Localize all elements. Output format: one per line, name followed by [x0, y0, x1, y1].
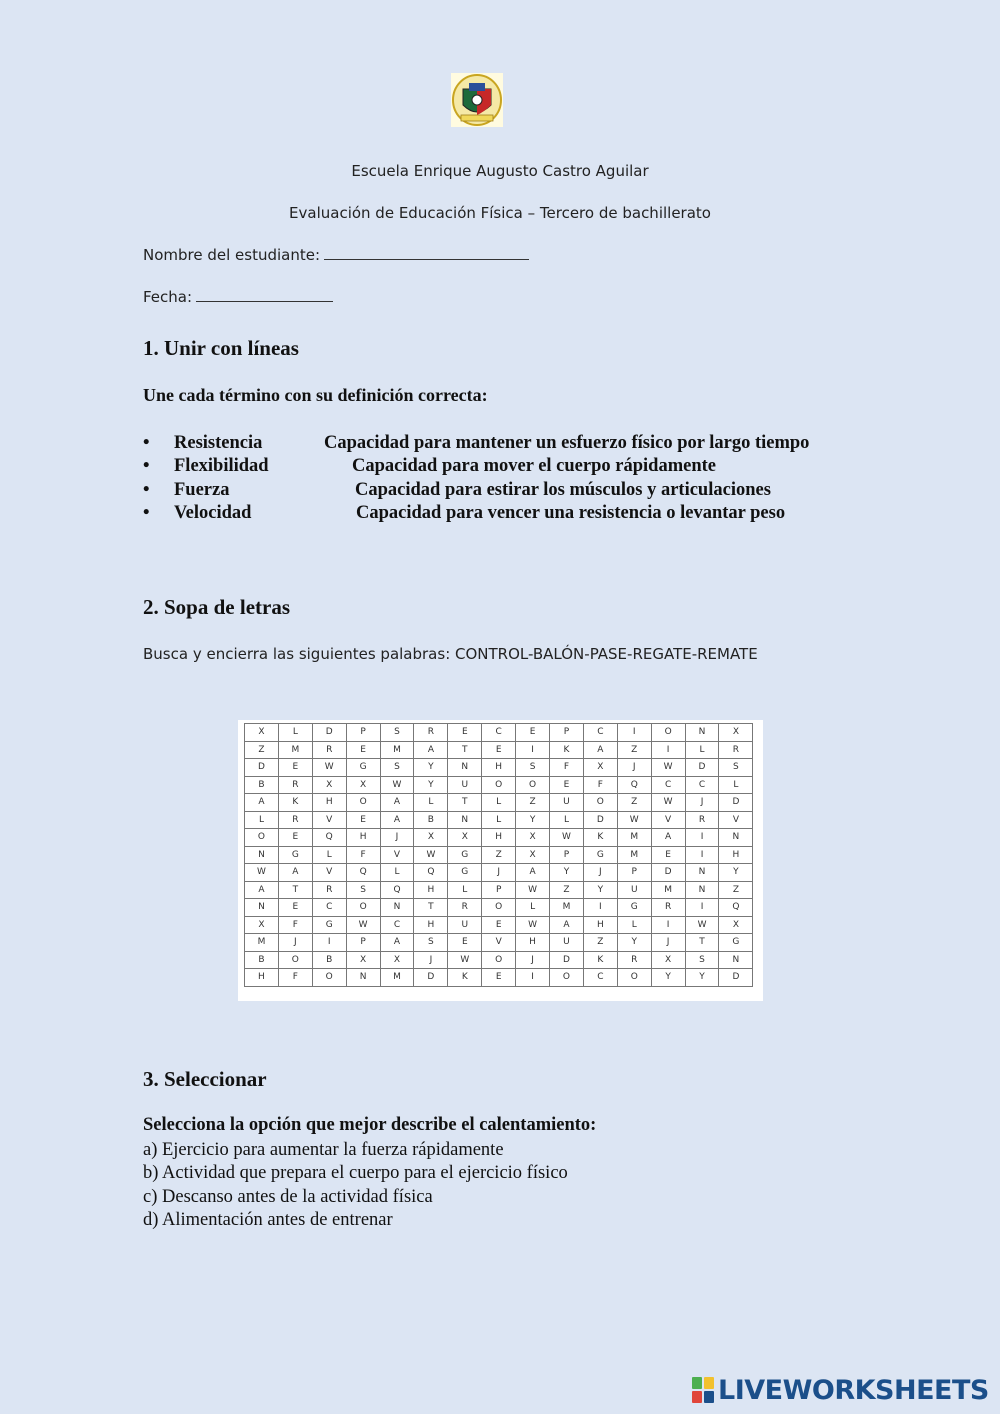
matching-list	[143, 432, 903, 525]
grid-cell[interactable]: D	[414, 969, 448, 987]
grid-cell[interactable]: L	[245, 811, 279, 829]
grid-cell[interactable]: I	[651, 916, 685, 934]
grid-cell[interactable]: G	[583, 846, 617, 864]
grid-cell[interactable]: H	[245, 969, 279, 987]
grid-cell[interactable]: U	[550, 934, 584, 952]
term-resistencia[interactable]: Resistencia	[174, 433, 263, 453]
grid-cell[interactable]: R	[414, 724, 448, 742]
grid-cell[interactable]: L	[482, 794, 516, 812]
grid-cell[interactable]: Z	[617, 741, 651, 759]
grid-cell[interactable]: O	[278, 951, 312, 969]
option-d[interactable]: d) Alimentación antes de entrenar	[143, 1209, 393, 1230]
grid-cell[interactable]: C	[312, 899, 346, 917]
grid-cell[interactable]: Z	[583, 934, 617, 952]
grid-cell[interactable]: V	[651, 811, 685, 829]
grid-cell[interactable]: W	[685, 916, 719, 934]
grid-cell[interactable]: Y	[550, 864, 584, 882]
grid-cell[interactable]: X	[245, 724, 279, 742]
grid-cell[interactable]: N	[448, 811, 482, 829]
grid-cell[interactable]: S	[685, 951, 719, 969]
grid-cell[interactable]: D	[719, 969, 753, 987]
grid-cell[interactable]: U	[448, 776, 482, 794]
grid-cell[interactable]: S	[346, 881, 380, 899]
grid-row	[245, 864, 753, 882]
grid-cell[interactable]: Z	[245, 741, 279, 759]
grid-cell[interactable]: C	[583, 969, 617, 987]
match-row	[143, 432, 903, 455]
grid-cell[interactable]: H	[583, 916, 617, 934]
grid-cell[interactable]: J	[414, 951, 448, 969]
grid-cell[interactable]: X	[380, 951, 414, 969]
definition-1[interactable]: Capacidad para mantener un esfuerzo físico por largo tiempo	[324, 433, 810, 453]
grid-row	[245, 811, 753, 829]
grid-cell[interactable]: D	[312, 724, 346, 742]
grid-cell[interactable]: N	[245, 899, 279, 917]
grid-cell[interactable]: K	[583, 951, 617, 969]
grid-cell[interactable]: X	[346, 951, 380, 969]
grid-cell[interactable]: W	[550, 829, 584, 847]
grid-cell[interactable]: O	[516, 776, 550, 794]
grid-cell[interactable]: R	[312, 741, 346, 759]
grid-cell[interactable]: J	[516, 951, 550, 969]
grid-row	[245, 846, 753, 864]
grid-cell[interactable]: M	[617, 846, 651, 864]
grid-cell[interactable]: G	[312, 916, 346, 934]
grid-cell[interactable]: S	[414, 934, 448, 952]
term-fuerza[interactable]: Fuerza	[174, 479, 230, 500]
grid-cell[interactable]: L	[312, 846, 346, 864]
grid-cell[interactable]: X	[312, 776, 346, 794]
grid-cell[interactable]: A	[278, 864, 312, 882]
grid-cell[interactable]: A	[651, 829, 685, 847]
grid-cell[interactable]: L	[617, 916, 651, 934]
grid-cell[interactable]: E	[482, 916, 516, 934]
grid-cell[interactable]: N	[448, 759, 482, 777]
grid-cell[interactable]: I	[685, 899, 719, 917]
student-name-field[interactable]	[143, 245, 529, 264]
definition-3[interactable]: Capacidad para estirar los músculos y articulaciones	[355, 479, 771, 500]
grid-cell[interactable]: U	[550, 794, 584, 812]
grid-cell[interactable]: N	[685, 724, 719, 742]
school-name: Escuela Enrique Augusto Castro Aguilar	[351, 162, 649, 180]
grid-cell[interactable]: U	[448, 916, 482, 934]
grid-cell[interactable]: M	[380, 741, 414, 759]
bullet: •	[143, 502, 150, 523]
grid-cell[interactable]: X	[719, 724, 753, 742]
match-row	[143, 502, 903, 525]
grid-cell[interactable]: B	[245, 951, 279, 969]
grid-cell[interactable]: K	[550, 741, 584, 759]
grid-row	[245, 916, 753, 934]
grid-cell[interactable]: O	[550, 969, 584, 987]
grid-cell[interactable]: V	[312, 864, 346, 882]
brand-name: LIVEWORKSHEETS	[718, 1374, 989, 1406]
grid-cell[interactable]: H	[516, 934, 550, 952]
grid-cell[interactable]: W	[245, 864, 279, 882]
grid-cell[interactable]: O	[482, 951, 516, 969]
grid-cell[interactable]: L	[448, 881, 482, 899]
grid-cell[interactable]: Y	[583, 881, 617, 899]
grid-cell[interactable]: V	[312, 811, 346, 829]
grid-row	[245, 969, 753, 987]
grid-cell[interactable]: T	[448, 794, 482, 812]
grid-cell[interactable]: V	[482, 934, 516, 952]
grid-cell[interactable]: C	[482, 724, 516, 742]
grid-cell[interactable]: N	[685, 881, 719, 899]
grid-cell[interactable]: P	[550, 846, 584, 864]
grid-cell[interactable]: O	[482, 899, 516, 917]
definition-4[interactable]: Capacidad para vencer una resistencia o levantar peso	[356, 502, 786, 523]
grid-row	[245, 881, 753, 899]
grid-cell[interactable]: A	[245, 881, 279, 899]
grid-cell[interactable]: Z	[617, 794, 651, 812]
liveworksheets-brand	[692, 1374, 989, 1406]
grid-cell[interactable]: X	[583, 759, 617, 777]
grid-cell[interactable]: N	[346, 969, 380, 987]
liveworksheets-logo-icon	[692, 1377, 714, 1403]
date-label: Fecha:	[143, 288, 193, 306]
grid-cell[interactable]: W	[448, 951, 482, 969]
grid-cell[interactable]: Y	[651, 969, 685, 987]
grid-cell[interactable]: E	[346, 741, 380, 759]
grid-cell[interactable]: W	[380, 776, 414, 794]
grid-cell[interactable]: Q	[380, 881, 414, 899]
grid-cell[interactable]: D	[245, 759, 279, 777]
options-list	[143, 1139, 568, 1232]
grid-row	[245, 899, 753, 917]
grid-cell[interactable]: G	[448, 864, 482, 882]
grid-cell[interactable]: I	[685, 846, 719, 864]
grid-cell[interactable]: M	[651, 881, 685, 899]
grid-cell[interactable]: E	[346, 811, 380, 829]
grid-cell[interactable]: N	[719, 829, 753, 847]
grid-cell[interactable]: G	[278, 846, 312, 864]
grid-cell[interactable]: T	[278, 881, 312, 899]
grid-cell[interactable]: V	[380, 846, 414, 864]
grid-cell[interactable]: H	[719, 846, 753, 864]
grid-cell[interactable]: C	[685, 776, 719, 794]
grid-cell[interactable]: H	[482, 759, 516, 777]
grid-cell[interactable]: W	[617, 811, 651, 829]
grid-cell[interactable]: O	[245, 829, 279, 847]
student-name-blank[interactable]	[324, 245, 529, 260]
grid-cell[interactable]: W	[312, 759, 346, 777]
grid-cell[interactable]: J	[685, 794, 719, 812]
grid-cell[interactable]: F	[278, 969, 312, 987]
grid-cell[interactable]: A	[380, 934, 414, 952]
grid-cell[interactable]: Q	[617, 776, 651, 794]
grid-cell[interactable]: E	[448, 724, 482, 742]
grid-cell[interactable]: F	[346, 846, 380, 864]
grid-cell[interactable]: N	[685, 864, 719, 882]
grid-cell[interactable]: U	[617, 881, 651, 899]
grid-cell[interactable]: B	[312, 951, 346, 969]
grid-cell[interactable]: W	[516, 881, 550, 899]
grid-cell[interactable]: X	[346, 776, 380, 794]
grid-cell[interactable]: L	[719, 776, 753, 794]
section3-title: 3. Seleccionar	[143, 1067, 267, 1091]
grid-row	[245, 951, 753, 969]
grid-cell[interactable]: I	[516, 741, 550, 759]
grid-cell[interactable]: E	[278, 899, 312, 917]
section3-question: Selecciona la opción que mejor describe el calentamiento:	[143, 1115, 597, 1135]
grid-cell[interactable]: W	[651, 794, 685, 812]
grid-cell[interactable]: Y	[414, 759, 448, 777]
grid-cell[interactable]: O	[312, 969, 346, 987]
grid-cell[interactable]: G	[719, 934, 753, 952]
grid-cell[interactable]: I	[685, 829, 719, 847]
grid-cell[interactable]: T	[448, 741, 482, 759]
grid-cell[interactable]: O	[482, 776, 516, 794]
grid-cell[interactable]: D	[550, 951, 584, 969]
grid-cell[interactable]: E	[482, 969, 516, 987]
bullet: •	[143, 456, 150, 477]
grid-cell[interactable]: I	[312, 934, 346, 952]
grid-cell[interactable]: M	[617, 829, 651, 847]
grid-row	[245, 741, 753, 759]
grid-cell[interactable]: G	[448, 846, 482, 864]
grid-row	[245, 934, 753, 952]
grid-cell[interactable]: G	[617, 899, 651, 917]
grid-cell[interactable]: L	[278, 724, 312, 742]
grid-cell[interactable]: A	[516, 864, 550, 882]
grid-cell[interactable]: Y	[617, 934, 651, 952]
grid-cell[interactable]: N	[719, 951, 753, 969]
grid-cell[interactable]: H	[312, 794, 346, 812]
grid-cell[interactable]: I	[516, 969, 550, 987]
grid-cell[interactable]: G	[346, 759, 380, 777]
grid-cell[interactable]: W	[516, 916, 550, 934]
grid-cell[interactable]: Y	[414, 776, 448, 794]
grid-cell[interactable]: R	[651, 899, 685, 917]
student-name-label: Nombre del estudiante:	[143, 246, 321, 264]
option-a[interactable]: a) Ejercicio para aumentar la fuerza rápidamente	[143, 1140, 504, 1160]
grid-cell[interactable]: Z	[719, 881, 753, 899]
grid-cell[interactable]: R	[719, 741, 753, 759]
grid-cell[interactable]: J	[482, 864, 516, 882]
grid-cell[interactable]: O	[651, 724, 685, 742]
grid-cell[interactable]: O	[617, 969, 651, 987]
grid-cell[interactable]: L	[550, 811, 584, 829]
grid-cell[interactable]: X	[719, 916, 753, 934]
grid-cell[interactable]: E	[448, 934, 482, 952]
grid-cell[interactable]: Q	[719, 899, 753, 917]
grid-cell[interactable]: E	[651, 846, 685, 864]
section1-instruction: Une cada término con su definición correcta:	[143, 385, 488, 405]
grid-row	[245, 829, 753, 847]
match-row	[143, 455, 903, 478]
grid-cell[interactable]: F	[583, 776, 617, 794]
match-row	[143, 479, 903, 502]
section2-title: 2. Sopa de letras	[143, 595, 290, 619]
grid-cell[interactable]: K	[448, 969, 482, 987]
grid-cell[interactable]: R	[685, 811, 719, 829]
grid-cell[interactable]: P	[346, 934, 380, 952]
grid-row	[245, 724, 753, 742]
grid-cell[interactable]: D	[651, 864, 685, 882]
grid-cell[interactable]: M	[245, 934, 279, 952]
grid-cell[interactable]: C	[651, 776, 685, 794]
grid-cell[interactable]: T	[685, 934, 719, 952]
grid-cell[interactable]: F	[550, 759, 584, 777]
grid-cell[interactable]: K	[278, 794, 312, 812]
date-blank[interactable]	[196, 287, 333, 302]
grid-cell[interactable]: R	[278, 811, 312, 829]
grid-cell[interactable]: Z	[550, 881, 584, 899]
bullet: •	[143, 479, 150, 500]
grid-cell[interactable]: R	[448, 899, 482, 917]
grid-cell[interactable]: L	[414, 794, 448, 812]
grid-cell[interactable]: X	[651, 951, 685, 969]
grid-cell[interactable]: S	[380, 724, 414, 742]
bullet: •	[143, 433, 150, 453]
grid-cell[interactable]: J	[583, 864, 617, 882]
term-flexibilidad[interactable]: Flexibilidad	[174, 456, 269, 477]
grid-cell[interactable]: Y	[685, 969, 719, 987]
grid-cell[interactable]: E	[278, 759, 312, 777]
grid-cell[interactable]: A	[550, 916, 584, 934]
section1-title: 1. Unir con líneas	[143, 336, 299, 360]
grid-cell[interactable]: X	[245, 916, 279, 934]
grid-cell[interactable]: W	[346, 916, 380, 934]
grid-cell[interactable]: N	[245, 846, 279, 864]
section2-instruction: Busca y encierra las siguientes palabras: CONTROL-BALÓN-PASE-REGATE-REMATE	[143, 645, 758, 663]
exam-subtitle: Evaluación de Educación Física – Tercero de bachillerato	[289, 204, 711, 222]
grid-cell[interactable]: Y	[516, 811, 550, 829]
grid-cell[interactable]: S	[719, 759, 753, 777]
grid-cell[interactable]: D	[719, 794, 753, 812]
grid-cell[interactable]: W	[651, 759, 685, 777]
grid-cell[interactable]: X	[448, 829, 482, 847]
grid-cell[interactable]: P	[482, 881, 516, 899]
grid-cell[interactable]: S	[380, 759, 414, 777]
grid-cell[interactable]: F	[278, 916, 312, 934]
date-field[interactable]	[143, 287, 333, 306]
grid-row	[245, 794, 753, 812]
option-b[interactable]: b) Actividad que prepara el cuerpo para el ejercicio físico	[143, 1163, 568, 1184]
grid-cell[interactable]: I	[651, 741, 685, 759]
grid-cell[interactable]: I	[583, 899, 617, 917]
grid-cell[interactable]: H	[414, 916, 448, 934]
grid-cell[interactable]: Z	[516, 794, 550, 812]
grid-cell[interactable]: D	[685, 759, 719, 777]
grid-cell[interactable]: Z	[482, 846, 516, 864]
grid-cell[interactable]: C	[380, 916, 414, 934]
grid-cell[interactable]: H	[346, 829, 380, 847]
grid-cell[interactable]: M	[380, 969, 414, 987]
grid-cell[interactable]: B	[414, 811, 448, 829]
grid-cell[interactable]: H	[482, 829, 516, 847]
grid-cell[interactable]: O	[346, 899, 380, 917]
grid-cell[interactable]: R	[278, 776, 312, 794]
grid-cell[interactable]: L	[482, 811, 516, 829]
word-search-panel	[238, 720, 763, 1001]
grid-cell[interactable]: T	[414, 899, 448, 917]
grid-cell[interactable]: R	[617, 951, 651, 969]
grid-cell[interactable]: E	[278, 829, 312, 847]
grid-cell[interactable]: Y	[719, 864, 753, 882]
grid-cell[interactable]: J	[278, 934, 312, 952]
grid-cell[interactable]: C	[583, 724, 617, 742]
grid-cell[interactable]: P	[346, 724, 380, 742]
grid-cell[interactable]: E	[516, 724, 550, 742]
grid-row	[245, 759, 753, 777]
grid-cell[interactable]: E	[482, 741, 516, 759]
grid-cell[interactable]: A	[414, 741, 448, 759]
grid-cell[interactable]: J	[380, 829, 414, 847]
grid-cell[interactable]: A	[380, 811, 414, 829]
grid-cell[interactable]: M	[550, 899, 584, 917]
grid-cell[interactable]: L	[685, 741, 719, 759]
grid-cell[interactable]: D	[583, 811, 617, 829]
grid-cell[interactable]: M	[278, 741, 312, 759]
grid-cell[interactable]: I	[617, 724, 651, 742]
grid-cell[interactable]: P	[617, 864, 651, 882]
grid-cell[interactable]: Q	[346, 864, 380, 882]
grid-cell[interactable]: A	[245, 794, 279, 812]
grid-cell[interactable]: L	[380, 864, 414, 882]
grid-cell[interactable]: V	[719, 811, 753, 829]
grid-cell[interactable]: X	[516, 829, 550, 847]
option-c[interactable]: c) Descanso antes de la actividad física	[143, 1186, 433, 1207]
grid-cell[interactable]: K	[583, 829, 617, 847]
grid-cell[interactable]: H	[414, 881, 448, 899]
grid-cell[interactable]: Q	[414, 864, 448, 882]
grid-cell[interactable]: J	[617, 759, 651, 777]
word-search-grid[interactable]	[244, 723, 753, 987]
grid-cell[interactable]: A	[583, 741, 617, 759]
grid-cell[interactable]: R	[312, 881, 346, 899]
grid-cell[interactable]: S	[516, 759, 550, 777]
grid-cell[interactable]: X	[414, 829, 448, 847]
definition-2[interactable]: Capacidad para mover el cuerpo rápidamente	[352, 456, 716, 477]
grid-cell[interactable]: W	[414, 846, 448, 864]
grid-cell[interactable]: J	[651, 934, 685, 952]
grid-cell[interactable]: O	[583, 794, 617, 812]
grid-cell[interactable]: B	[245, 776, 279, 794]
term-velocidad[interactable]: Velocidad	[174, 502, 252, 523]
grid-cell[interactable]: L	[516, 899, 550, 917]
grid-cell[interactable]: N	[380, 899, 414, 917]
grid-cell[interactable]: X	[516, 846, 550, 864]
grid-cell[interactable]: O	[346, 794, 380, 812]
grid-cell[interactable]: Q	[312, 829, 346, 847]
grid-cell[interactable]: A	[380, 794, 414, 812]
grid-cell[interactable]: E	[550, 776, 584, 794]
school-crest-logo	[451, 73, 503, 127]
grid-cell[interactable]: P	[550, 724, 584, 742]
grid-row	[245, 776, 753, 794]
